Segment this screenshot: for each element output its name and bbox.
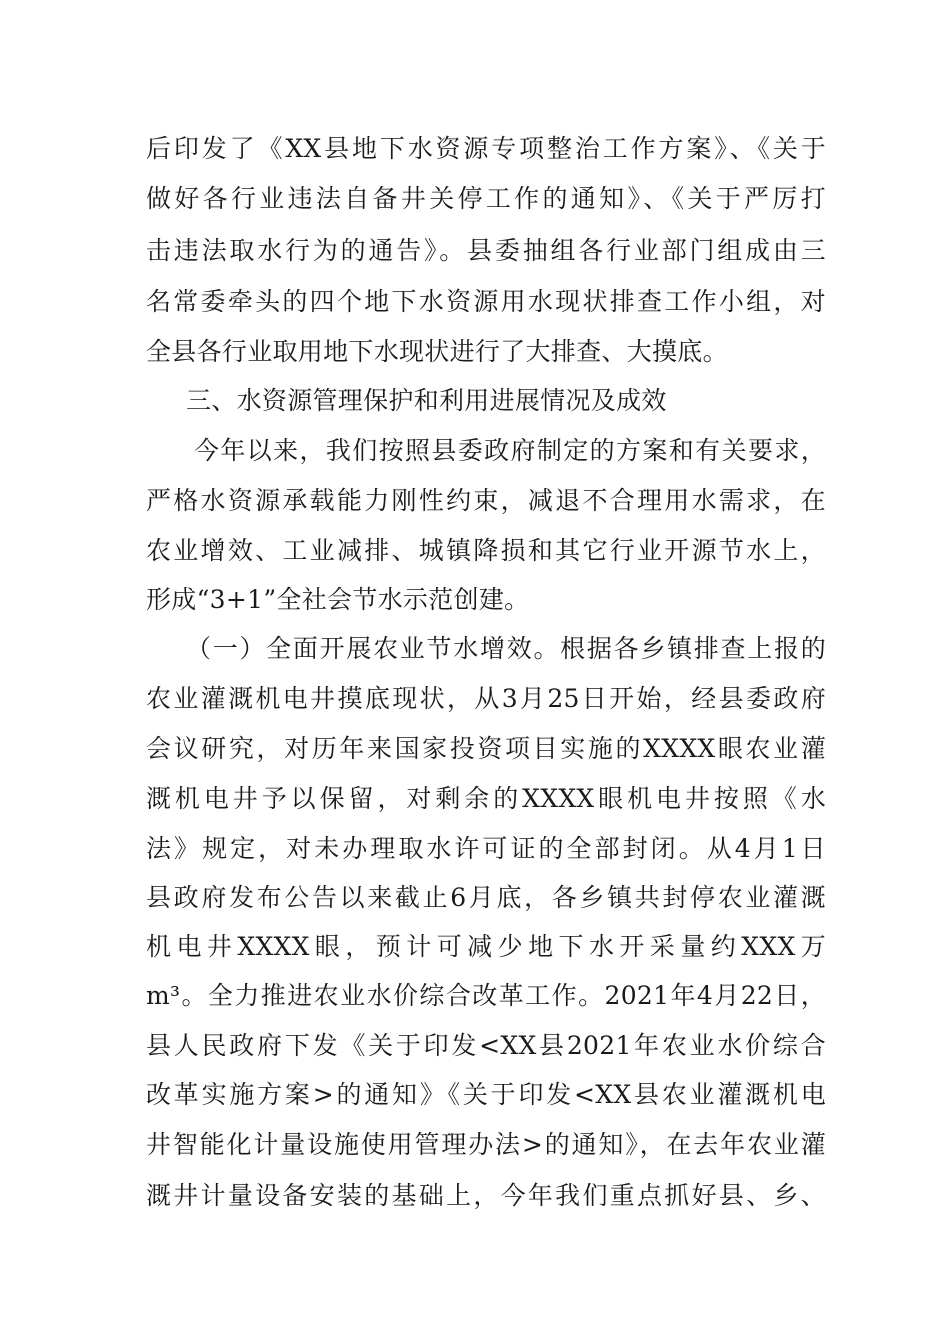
text-line: 县政府发布公告以来截止6月底，各乡镇共封停农业灌溉 bbox=[146, 883, 826, 912]
text-line: 形成“3+1”全社会节水示范创建。 bbox=[146, 585, 530, 614]
text-line: 击违法取水行为的通告》。县委抽组各行业部门组成由三 bbox=[146, 236, 826, 265]
text-line: 溉机电井予以保留，对剩余的XXXX眼机电井按照《水 bbox=[146, 784, 826, 813]
text-line: 县人民政府下发《关于印发<XX县2021年农业水价综合 bbox=[146, 1031, 826, 1060]
text-line: 改革实施方案>的通知》《关于印发<XX县农业灌溉机电 bbox=[146, 1080, 826, 1109]
text-line: 溉井计量设备安装的基础上，今年我们重点抓好县、乡、 bbox=[146, 1181, 826, 1210]
text-line: 农业增效、工业减排、城镇降损和其它行业开源节水上， bbox=[146, 536, 826, 565]
text-line: 井智能化计量设施使用管理办法>的通知》，在去年农业灌 bbox=[146, 1130, 826, 1159]
text-line: 名常委牵头的四个地下水资源用水现状排查工作小组，对 bbox=[146, 287, 826, 316]
text-line: m³。全力推进农业水价综合改革工作。2021年4月22日， bbox=[146, 981, 826, 1010]
text-line: 后印发了《XX县地下水资源专项整治工作方案》、《关于 bbox=[146, 134, 826, 163]
text-line: 今年以来，我们按照县委政府制定的方案和有关要求， bbox=[194, 436, 826, 465]
text-line: 会议研究，对历年来国家投资项目实施的XXXX眼农业灌 bbox=[146, 734, 826, 763]
section-heading: 三、水资源管理保护和利用进展情况及成效 bbox=[186, 386, 667, 415]
text-line: 机电井XXXX眼，预计可减少地下水开采量约XXX万 bbox=[146, 932, 826, 961]
text-line: 严格水资源承载能力刚性约束，减退不合理用水需求，在 bbox=[146, 486, 826, 515]
text-line: 农业灌溉机电井摸底现状，从3月25日开始，经县委政府 bbox=[146, 684, 826, 713]
text-line: 全县各行业取用地下水现状进行了大排查、大摸底。 bbox=[146, 337, 728, 366]
text-line: 法》规定，对未办理取水许可证的全部封闭。从4月1日 bbox=[146, 834, 826, 863]
subsection-line: （一）全面开展农业节水增效。根据各乡镇排查上报的 bbox=[186, 634, 826, 663]
text-line: 做好各行业违法自备井关停工作的通知》、《关于严厉打 bbox=[146, 184, 826, 213]
